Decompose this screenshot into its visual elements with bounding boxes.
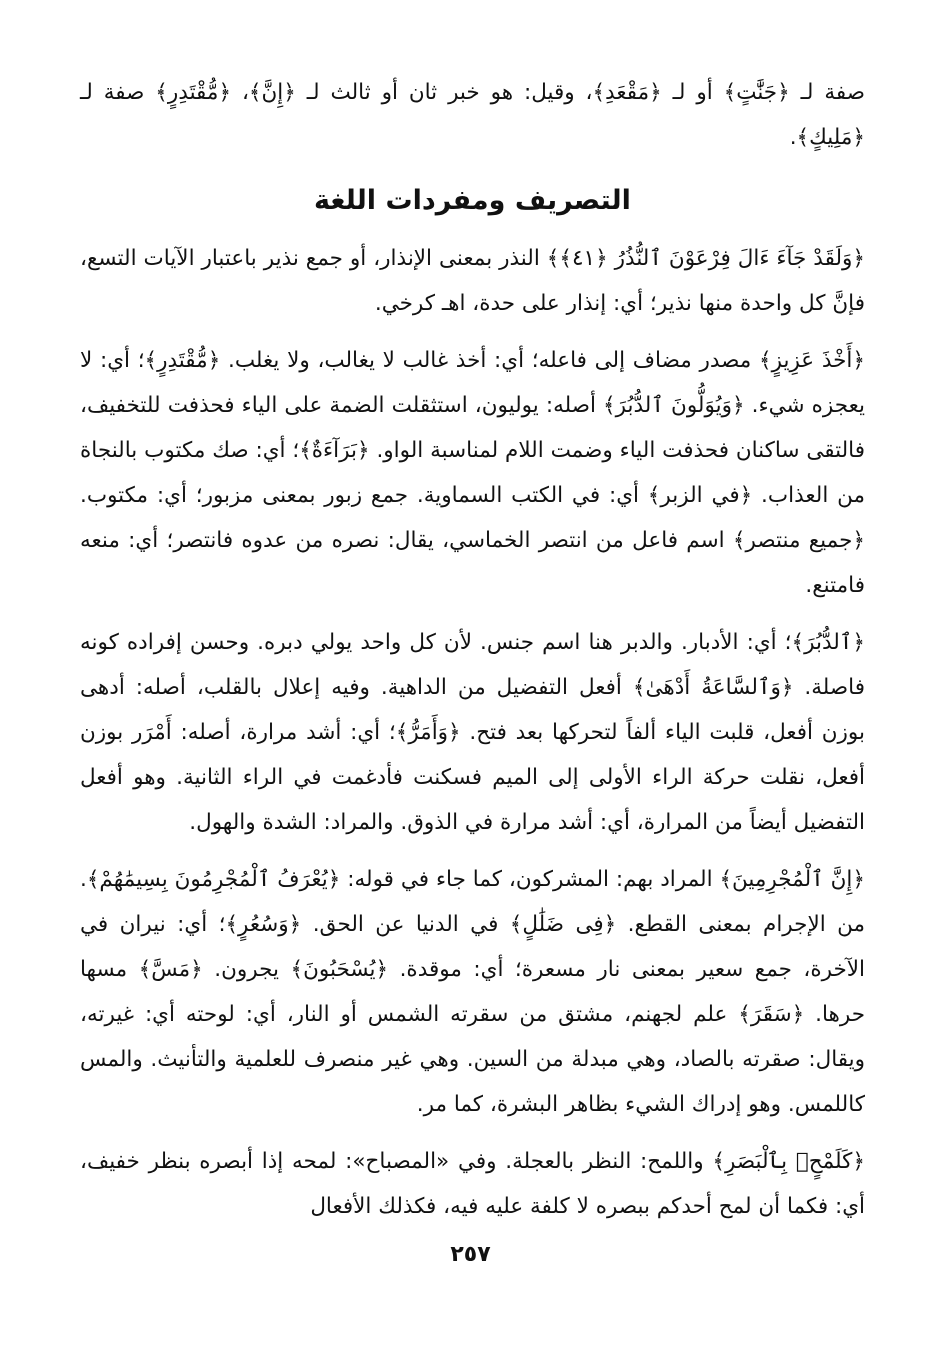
paragraph-nudhur: ﴿وَلَقَدْ جَآءَ ءَالَ فِرْعَوْنَ ٱلنُّذُرُ ﴿٤١﴾﴾ النذر بمعنى الإنذار، أو جمع نذير باعتبار الآيات التسع، فإنَّ كل واحدة منها نذير؛ أي: إنذار على حدة، اهـ كرخي. <box>80 246 865 316</box>
page-number: ٢٥٧ <box>450 1242 491 1267</box>
paragraph-akhdh-aziz: ﴿أَخْذَ عَزِيزٍ﴾ مصدر مضاف إلى فاعله؛ أي: أخذ غالب لا يغالب، ولا يغلب. ﴿مُّقْتَدِرٍ﴾؛ أي: لا يعجزه شيء. ﴿وَيُوَلُّونَ ٱلدُّبُرَ﴾ أصله: يوليون، استثقلت الضمة على الياء فحذفت للتخفيف، فالتقى ساكنان فحذفت الياء وضمت اللام لمناسبة الواو. ﴿بَرَآءَةٌ﴾؛ أي: صك مكتوب بالنجاة من العذاب. ﴿في الزبر﴾ أي: في الكتب السماوية. جمع زبور بمعنى مزبور؛ أي: مكتوب. ﴿جميع منتصر﴾ اسم فاعل من انتصر الخماسي، يقال: نصره من عدوه فانتصر؛ أي: منعه فامتنع. <box>80 348 865 598</box>
intro-paragraph: صفة لـ ﴿جَنَّٰتٍ﴾ أو لـ ﴿مَقْعَدِ﴾، وقيل: هو خبر ثان أو ثالث لـ ﴿إِنَّ﴾، ﴿مُّقْتَدِرٍ﴾ صفة لـ ﴿مَلِيكٍ﴾. <box>80 80 865 150</box>
paragraph-dubur: ﴿ٱلدُّبُرَ﴾؛ أي: الأدبار. والدبر هنا اسم جنس. لأن كل واحد يولي دبره. وحسن إفراده كونه فاصلة. ﴿وَٱلسَّاعَةُ أَدْهَىٰ﴾ أفعل التفضيل من الداهية. وفيه إعلال بالقلب، أصله: أدهى بوزن أفعل، قلبت الياء ألفاً لتحركها بعد فتح. ﴿وَأَمَرُّ﴾؛ أي: أشد مرارة، أصله: أَمْرَر بوزن أفعل، نقلت حركة الراء الأولى إلى الميم فسكنت فأدغمت في الراء الثانية. وهو أفعل التفضيل أيضاً من المرارة، أي: أشد مرارة في الذوق. والمراد: الشدة والهول. <box>80 630 865 835</box>
paragraph-lamh: ﴿كَلَمْحٍۭ بِٱلْبَصَرِ﴾ واللمح: النظر بالعجلة. وفي «المصباح»: لمحه إذا أبصره بنظر خفيف، أي: فكما أن لمح أحدكم ببصره لا كلفة عليه فيه، فكذلك الأفعال <box>80 1149 865 1219</box>
section-heading: التصريف ومفردات اللغة <box>314 185 631 216</box>
paragraph-mujrimin: ﴿إِنَّ ٱلْمُجْرِمِينَ﴾ المراد بهم: المشركون، كما جاء في قوله: ﴿يُعْرَفُ ٱلْمُجْرِمُونَ بِسِيمَٰهُمْ﴾. من الإجرام بمعنى القطع. ﴿فِى ضَلَٰلٍ﴾ في الدنيا عن الحق. ﴿وَسُعُرٍ﴾؛ أي: نيران في الآخرة، جمع سعير بمعنى نار مسعرة؛ أي: موقدة. ﴿يُسْحَبُونَ﴾ يجرون. ﴿مَسَّ﴾ مسها حرها. ﴿سَقَرَ﴾ علم لجهنم، مشتق من سقرته الشمس أو النار، أي: لوحته أي: غيرته، ويقال: صقرته بالصاد، وهي مبدلة من السين. وهي غير منصرف للعلمية والتأنيث. والمس كاللمس. وهو إدراك الشيء بظاهر البشرة، كما مر. <box>80 867 865 1117</box>
page-body <box>80 70 865 1229</box>
